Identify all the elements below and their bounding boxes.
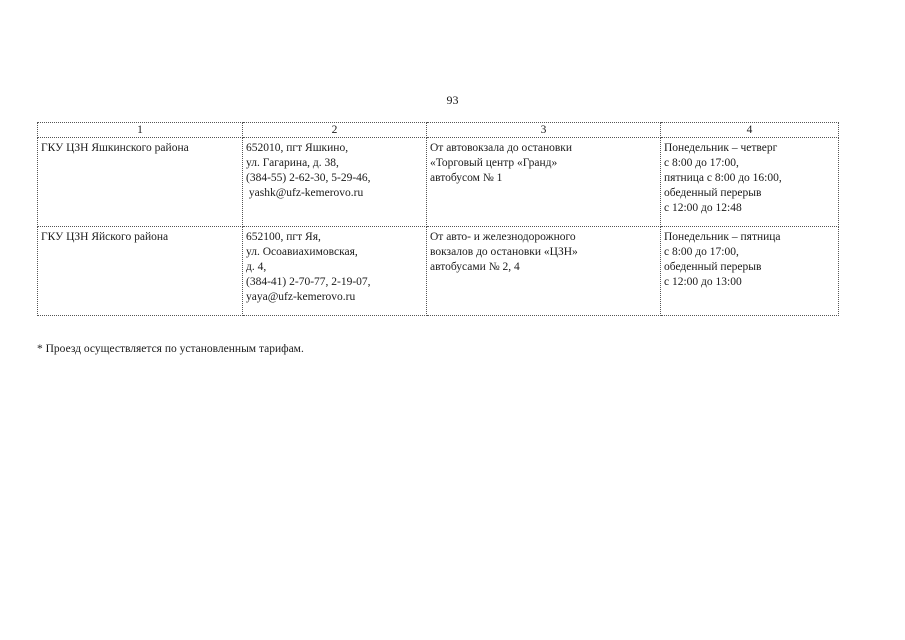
- address-cell: [243, 138, 427, 227]
- email-line: yashk@ufz-kemerovo.ru: [246, 187, 364, 199]
- phone-line: (384-55) 2-62-30, 5-29-46,: [246, 172, 371, 184]
- address-line: 652010, пгт Яшкино,: [246, 142, 349, 154]
- transport-line: автобусами № 2, 4: [430, 261, 520, 273]
- address-line: ул. Гагарина, д. 38,: [246, 157, 339, 169]
- transport-line: От автовокзала до остановки: [430, 142, 573, 154]
- table-header-row: [38, 123, 839, 138]
- schedule-line: с 12:00 до 12:48: [664, 202, 742, 214]
- organization-name: ГКУ ЦЗН Яйского района: [41, 231, 169, 243]
- email-line: yaya@ufz-kemerovo.ru: [246, 291, 356, 303]
- schedule-line: с 8:00 до 17:00,: [664, 246, 739, 258]
- organization-name-cell: [38, 227, 243, 316]
- page-number: 93: [446, 93, 459, 107]
- schedule-line: пятница с 8:00 до 16:00,: [664, 172, 782, 184]
- address-line: ул. Осоавиахимовская,: [246, 246, 358, 258]
- organization-name-cell: [38, 138, 243, 227]
- address-line: 652100, пгт Яя,: [246, 231, 321, 243]
- phone-line: (384-41) 2-70-77, 2-19-07,: [246, 276, 371, 288]
- schedule-line: Понедельник – четверг: [664, 142, 778, 154]
- address-line: д. 4,: [246, 261, 267, 273]
- column-header-1: 1: [38, 123, 243, 138]
- schedule-line: с 12:00 до 13:00: [664, 276, 742, 288]
- schedule-line: обеденный перерыв: [664, 187, 762, 199]
- schedule-line: с 8:00 до 17:00,: [664, 157, 739, 169]
- transport-line: вокзалов до остановки «ЦЗН»: [430, 246, 578, 258]
- schedule-line: Понедельник – пятница: [664, 231, 781, 243]
- schedule-cell: [661, 227, 839, 316]
- column-header-3: 3: [427, 123, 661, 138]
- column-header-4: 4: [661, 123, 839, 138]
- organization-name: ГКУ ЦЗН Яшкинского района: [41, 142, 189, 154]
- schedule-cell: [661, 138, 839, 227]
- address-cell: [243, 227, 427, 316]
- table-row: [38, 227, 839, 316]
- schedule-line: обеденный перерыв: [664, 261, 762, 273]
- transport-cell: [427, 227, 661, 316]
- column-header-2: 2: [243, 123, 427, 138]
- transport-cell: [427, 138, 661, 227]
- footnote: * Проезд осуществляется по установленным тарифам.: [37, 343, 304, 355]
- transport-line: От авто- и железнодорожного: [430, 231, 576, 243]
- service-centers-table: [37, 122, 839, 316]
- transport-line: автобусом № 1: [430, 172, 503, 184]
- table-row: [38, 138, 839, 227]
- transport-line: «Торговый центр «Гранд»: [430, 157, 558, 169]
